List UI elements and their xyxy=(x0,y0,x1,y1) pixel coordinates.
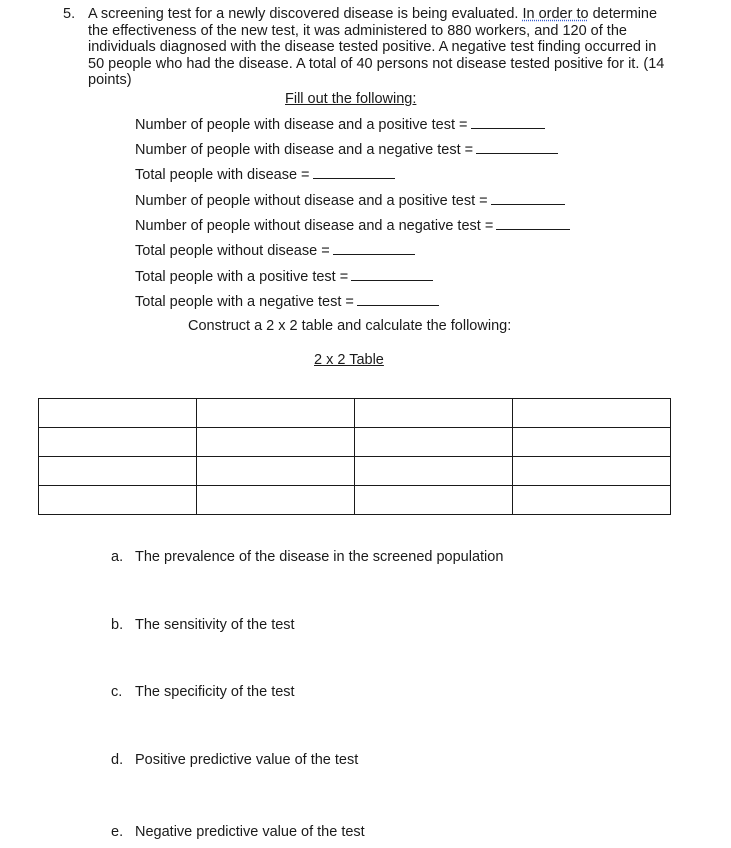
answer-blank[interactable] xyxy=(491,192,565,205)
table-cell[interactable] xyxy=(355,457,513,486)
sub-question-letter: b. xyxy=(111,617,124,633)
question-text-lead: A screening test for a newly discovered disease is being evaluated. xyxy=(88,6,519,22)
table-cell[interactable] xyxy=(197,399,355,428)
table-cell[interactable] xyxy=(355,399,513,428)
grammar-flagged-phrase: In order to xyxy=(522,6,589,22)
question-text-rest: determine the effectiveness of the new test, it was administered to 880 workers, and 120 of the individuals diagnosed with the disease tested positive. A negative test finding occurred in 50 people who had the disease. A total of 40 persons not disease tested positive for it. (14 points) xyxy=(88,6,665,88)
answer-blank[interactable] xyxy=(357,293,439,306)
answer-blank[interactable] xyxy=(333,242,415,255)
sub-question-text: The prevalence of the disease in the screened population xyxy=(135,549,504,565)
fill-label: Total people with a negative test = xyxy=(135,294,354,310)
fill-label: Number of people with disease and a negative test = xyxy=(135,142,474,158)
table-row xyxy=(39,486,671,515)
fill-line xyxy=(135,293,439,310)
table-cell[interactable] xyxy=(355,486,513,515)
fill-out-heading: Fill out the following: xyxy=(285,91,417,107)
table-row xyxy=(39,428,671,457)
table-cell[interactable] xyxy=(513,457,671,486)
table-cell[interactable] xyxy=(39,457,197,486)
sub-question-b xyxy=(111,617,295,633)
sub-question-letter: a. xyxy=(111,549,124,565)
fill-label: Total people with a positive test = xyxy=(135,269,349,285)
fill-label: Number of people without disease and a positive test = xyxy=(135,193,488,209)
answer-blank[interactable] xyxy=(471,116,545,129)
fill-line xyxy=(135,217,570,234)
sub-question-d xyxy=(111,752,358,768)
fill-label: Total people without disease = xyxy=(135,243,330,259)
sub-question-text: The specificity of the test xyxy=(135,684,295,700)
fill-line xyxy=(135,268,433,285)
construct-instruction: Construct a 2 x 2 table and calculate the following: xyxy=(188,318,512,334)
fill-line xyxy=(135,116,545,133)
fill-line xyxy=(135,192,565,209)
answer-blank[interactable] xyxy=(313,166,395,179)
sub-question-letter: e. xyxy=(111,824,124,840)
sub-question-text: The sensitivity of the test xyxy=(135,617,295,633)
sub-question-a xyxy=(111,549,503,565)
table-row xyxy=(39,399,671,428)
table-cell[interactable] xyxy=(513,428,671,457)
fill-line xyxy=(135,166,395,183)
question-number: 5. xyxy=(63,6,76,22)
fill-line xyxy=(135,141,558,158)
sub-question-letter: c. xyxy=(111,684,123,700)
table-cell[interactable] xyxy=(39,399,197,428)
sub-question-e xyxy=(111,824,365,840)
fill-label: Number of people with disease and a positive test = xyxy=(135,117,468,133)
table-row xyxy=(39,457,671,486)
fill-label: Total people with disease = xyxy=(135,167,310,183)
sub-question-text: Negative predictive value of the test xyxy=(135,824,365,840)
table-title: 2 x 2 Table xyxy=(314,352,384,368)
table-cell[interactable] xyxy=(197,428,355,457)
answer-blank[interactable] xyxy=(351,268,433,281)
table-cell[interactable] xyxy=(355,428,513,457)
table-cell[interactable] xyxy=(513,486,671,515)
question-text xyxy=(88,6,668,89)
table-cell[interactable] xyxy=(513,399,671,428)
answer-blank[interactable] xyxy=(476,141,558,154)
table-cell[interactable] xyxy=(39,428,197,457)
two-by-two-table xyxy=(38,398,671,515)
sub-question-c xyxy=(111,684,295,700)
fill-line xyxy=(135,242,415,259)
sub-question-letter: d. xyxy=(111,752,124,768)
fill-label: Number of people without disease and a negative test = xyxy=(135,218,494,234)
answer-blank[interactable] xyxy=(496,217,570,230)
table-cell[interactable] xyxy=(197,486,355,515)
table-cell[interactable] xyxy=(39,486,197,515)
sub-question-text: Positive predictive value of the test xyxy=(135,752,359,768)
table-cell[interactable] xyxy=(197,457,355,486)
